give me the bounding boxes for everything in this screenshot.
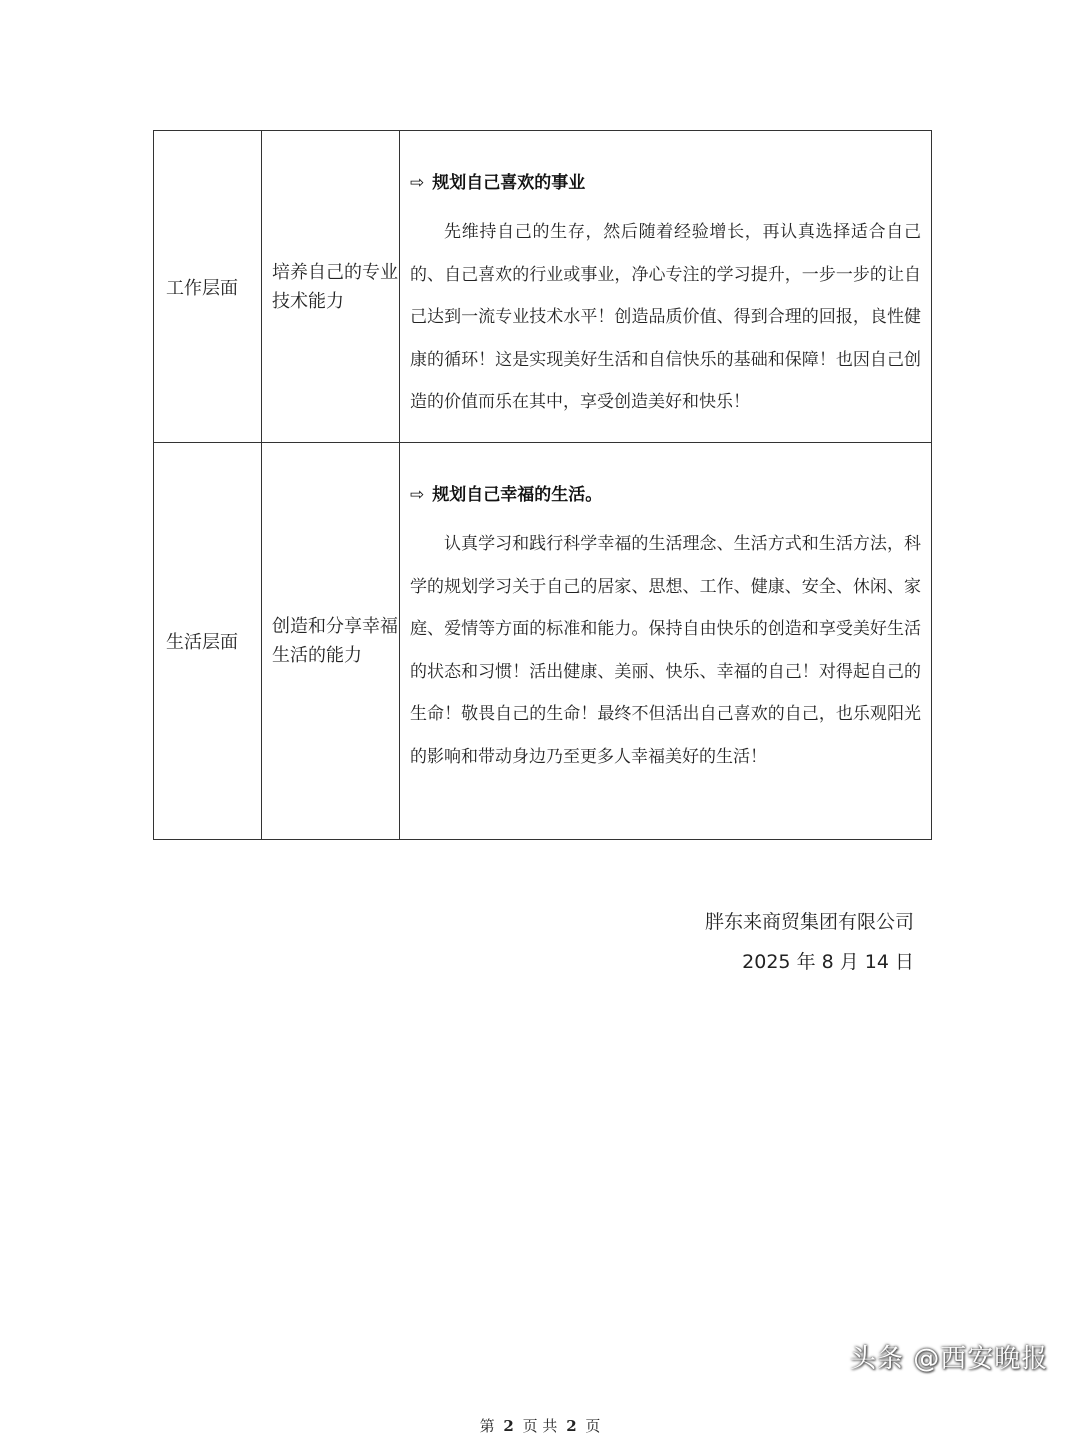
source-watermark: 头条 @西安晚报 xyxy=(850,1344,1049,1374)
total-pages: 2 xyxy=(566,1417,577,1435)
signature-date: 2025 年 8 月 14 日 xyxy=(742,951,914,973)
table-row xyxy=(154,443,932,840)
page-suffix: 页 xyxy=(585,1417,601,1435)
plan-table xyxy=(153,130,932,840)
company-name: 胖东来商贸集团有限公司 xyxy=(704,911,914,933)
ability-cell: 培养自己的专业技术能力 xyxy=(262,131,400,443)
section-heading-text: 规划自己幸福的生活。 xyxy=(432,485,603,505)
table-row xyxy=(154,131,932,443)
section-heading xyxy=(410,481,921,509)
level-cell: 工作层面 xyxy=(154,131,262,443)
section-body: 先维持自己的生存，然后随着经验增长，再认真选择适合自己的、自己喜欢的行业或事业，净心专注的学习提升，一步一步的让自己达到一流专业技术水平！创造品质价值、得到合理的回报，良性健康的循环！这是实现美好生活和自信快乐的基础和保障！也因自己创造的价值而乐在其中，享受创造美好和快乐！ xyxy=(410,222,921,412)
ability-cell: 创造和分享幸福生活的能力 xyxy=(262,443,400,840)
level-cell: 生活层面 xyxy=(154,443,262,840)
signature-block xyxy=(705,902,914,982)
section-heading-text: 规划自己喜欢的事业 xyxy=(432,173,586,193)
section-heading xyxy=(410,169,921,197)
arrow-right-icon: ⇨ xyxy=(410,485,425,505)
total-word: 共 xyxy=(542,1417,558,1435)
section-body: 认真学习和践行科学幸福的生活理念、生活方式和生活方法，科学的规划学习关于自己的居家、思想、工作、健康、安全、休闲、家庭、爱情等方面的标准和能力。保持自由快乐的创造和享受美好生活的状态和习惯！活出健康、美丽、快乐、幸福的自己！对得起自己的生命！敬畏自己的生命！最终不但活出自己喜欢的自己，也乐观阳光的影响和带动身边乃至更多人幸福美好的生活！ xyxy=(410,534,921,767)
description-cell xyxy=(400,131,932,443)
page-prefix: 第 xyxy=(479,1417,495,1435)
current-page: 2 xyxy=(503,1417,514,1435)
page-word: 页 xyxy=(522,1417,538,1435)
arrow-right-icon: ⇨ xyxy=(410,173,425,193)
page-number xyxy=(0,1415,1080,1436)
description-cell xyxy=(400,443,932,840)
